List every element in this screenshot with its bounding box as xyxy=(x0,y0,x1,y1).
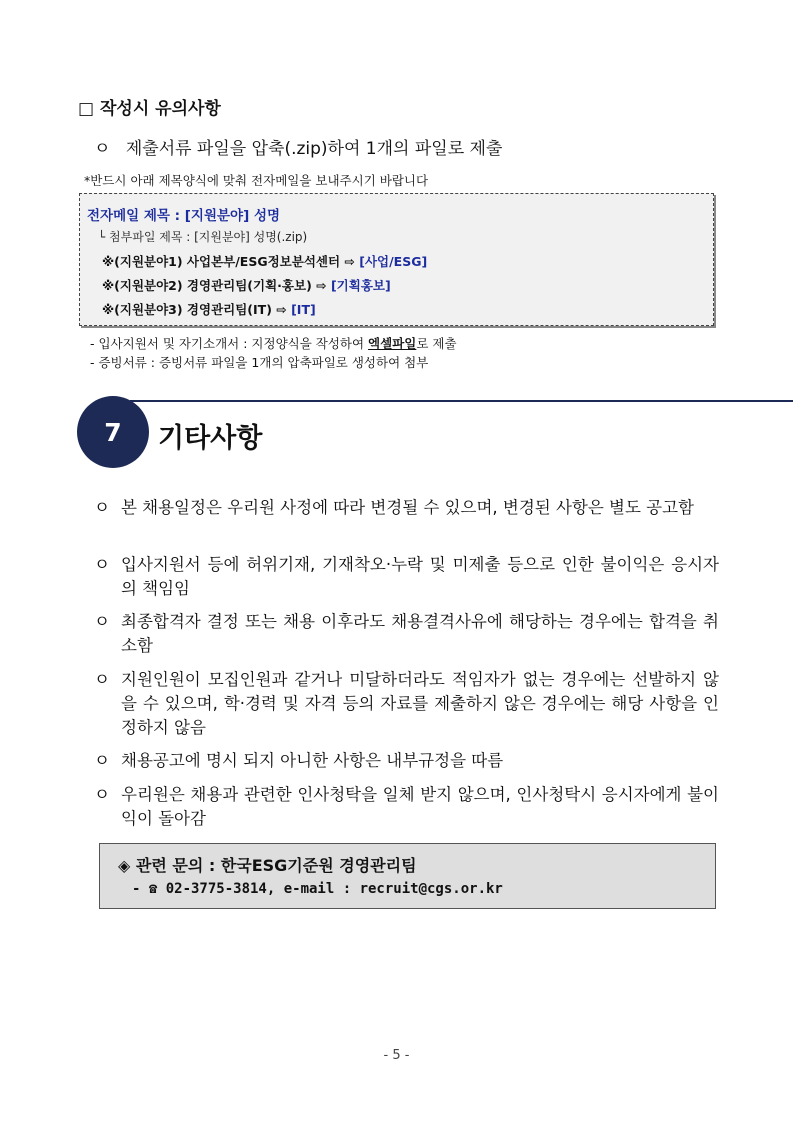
circle-bullet-icon: ㅇ xyxy=(94,670,110,689)
section-number-badge: 7 xyxy=(77,396,149,468)
field-row-3: ※(지원분야3) 경영관리팀(IT) ⇨ [IT] xyxy=(102,302,316,317)
circle-bullet-icon: ㅇ xyxy=(94,751,110,770)
list-item: ㅇ 최종합격자 결정 또는 채용 이후라도 채용결격사유에 해당하는 경우에는 합격을 취소함 xyxy=(94,612,719,655)
dash-note-application: - 입사지원서 및 자기소개서 : 지정양식을 작성하여 엑셀파일로 제출 xyxy=(90,336,457,351)
circle-bullet-icon: ㅇ xyxy=(94,785,110,804)
section-title: 기타사항 xyxy=(158,423,263,454)
attachment-format: └ 첨부파일 제목 : [지원분야] 성명(.zip) xyxy=(98,230,308,244)
email-subject-format: 전자메일 제목 : [지원분야] 성명 xyxy=(87,208,281,224)
email-format-box xyxy=(79,193,714,326)
circle-bullet-icon: ㅇ xyxy=(94,612,110,631)
notice-bullet xyxy=(94,134,502,159)
section-divider xyxy=(130,400,793,402)
notice-heading xyxy=(78,94,221,119)
circle-bullet-icon: ㅇ xyxy=(94,498,110,517)
notice-bullet-text: 제출서류 파일을 압축(.zip)하여 1개의 파일로 제출 xyxy=(125,139,503,159)
list-item: ㅇ 우리원은 채용과 관련한 인사청탁을 일체 받지 않으며, 인사청탁시 응시자에게 불이익이 돌아감 xyxy=(94,785,719,828)
notice-title: 작성시 유의사항 xyxy=(99,99,221,119)
checkbox-icon: □ xyxy=(78,99,95,119)
circle-bullet-icon: ㅇ xyxy=(94,555,110,574)
field-row-2: ※(지원분야2) 경영관리팀(기획·홍보) ⇨ [기획홍보] xyxy=(102,278,391,293)
contact-title: ◈ 관련 문의 : 한국ESG기준원 경영관리팀 xyxy=(118,856,417,875)
dash-note-evidence: - 증빙서류 : 증빙서류 파일을 1개의 압축파일로 생성하여 첨부 xyxy=(90,355,429,370)
contact-box xyxy=(99,843,716,909)
list-item: ㅇ 지원인원이 모집인원과 같거나 미달하더라도 적임자가 없는 경우에는 선발하지 않을 수 있으며, 학·경력 및 자격 등의 자료를 제출하지 않은 경우에는 해당 사항을 인정하지 않음 xyxy=(94,670,719,737)
contact-details: - ☎ 02-3775-3814, e-mail : recruit@cgs.or.kr xyxy=(132,881,503,897)
circle-bullet-icon: ㅇ xyxy=(94,139,111,159)
list-item: ㅇ 채용공고에 명시 되지 아니한 사항은 내부규정을 따름 xyxy=(94,749,719,773)
list-item: ㅇ 본 채용일정은 우리원 사정에 따라 변경될 수 있으며, 변경된 사항은 별도 공고함 xyxy=(94,496,719,520)
field-row-1: ※(지원분야1) 사업본부/ESG정보분석센터 ⇨ [사업/ESG] xyxy=(102,254,428,269)
list-item: ㅇ 입사지원서 등에 허위기재, 기재착오·누락 및 미제출 등으로 인한 불이익은 응시자의 책임임 xyxy=(94,555,719,598)
notice-note: *반드시 아래 제목양식에 맞춰 전자메일을 보내주시기 바랍니다 xyxy=(84,173,429,188)
page-number: - 5 - xyxy=(383,1048,410,1063)
